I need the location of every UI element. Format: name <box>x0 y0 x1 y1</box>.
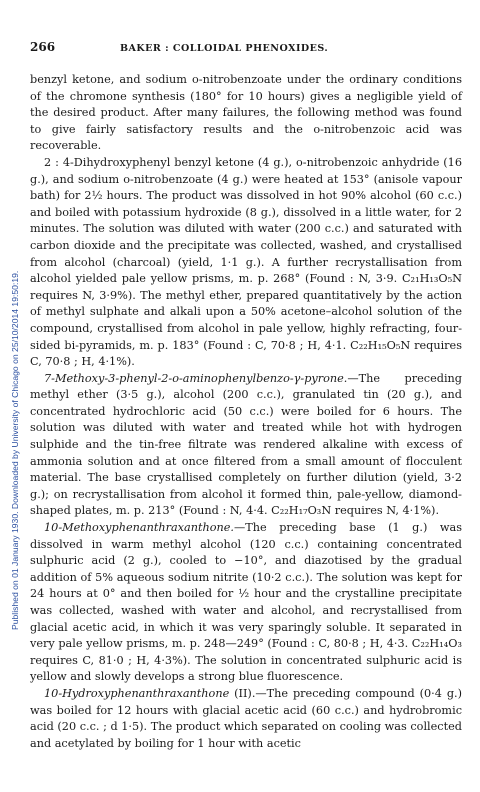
paragraph-1: benzyl ketone, and sodium o-nitrobenzoate under the ordinary conditions of the chromone synthesis (180° for 10 hours) gives a negligible yield of the desired product. After many failures, the following method was found to give fairly satisfactory results and the o-nitrobenzoic acid was recoverable. <box>30 73 462 153</box>
paragraph-3 <box>30 371 462 520</box>
download-stamp <box>2 70 18 670</box>
paragraph-4 <box>30 520 462 686</box>
paragraph-5-text: (II).—The preceding compound (0·4 g.) was boiled for 12 hours with glacial acetic acid (60 c.c.) and hydrobromic acid (20 c.c. ; d 1·5). The product which separated on cooling was collected and acetylated by boiling for 1 hour with acetic <box>30 686 462 750</box>
article-body <box>30 72 462 752</box>
compound-title-3: 10-Hydroxyphenanthraxanthone <box>44 686 230 700</box>
paragraph-5 <box>30 686 462 752</box>
article-page <box>30 40 462 752</box>
page-header <box>30 40 462 58</box>
running-head: BAKER : COLLOIDAL PHENOXIDES. <box>120 43 329 54</box>
compound-title-2: 10-Methoxyphenanthraxanthone. <box>44 521 235 535</box>
paragraph-2: 2 : 4-Dihydroxyphenyl benzyl ketone (4 g.), o-nitrobenzoic anhydride (16 g.), and sodium o-nitrobenzoate (4 g.) were heated at 153° (anisole vapour bath) for 2½ hours. The product was dissolved in hot 90% alcohol (60 c.c.) and boiled with potassium hydroxide (8 g.), dissolved in a little water, for 2 minutes. The solution was diluted with water (200 c.c.) and saturated with carbon dioxide and the precipitate was collected, washed, and crystallised from alcohol (charcoal) (yield, 1·1 g.). A further recrystallisation from alcohol yielded pale yellow prisms, m. p. 268° (Found : N, 3·9. C₂₁H₁₃O₅N requires N, 3·9%). The methyl ether, prepared quantitatively by the action of methyl sulphate and alkali upon a 50% acetone–alcohol solution of the compound, crystallised from alcohol in pale yellow, highly refracting, four-sided bi-pyramids, m. p. 183° (Found : C, 70·8 ; H, 4·1. C₂₂H₁₅O₅N requires C, 70·8 ; H, 4·1%). <box>30 155 462 369</box>
compound-title-1: 7-Methoxy-3-phenyl-2-o-aminophenylbenzo-γ-pyrone. <box>44 371 348 385</box>
download-stamp-text: Published on 01 January 1930. Downloaded by University of Chicago on 25/10/2014 19:50:19. <box>10 270 20 630</box>
page-number: 266 <box>30 40 56 54</box>
paragraph-4-text: —The preceding base (1 g.) was dissolved in warm methyl alcohol (120 c.c.) containing concentrated sulphuric acid (2 g.), cooled to −10°, and diazotised by the gradual addition of 5% aqueous sodium nitrite (10·2 c.c.). The solution was kept for 24 hours at 0° and then boiled for ½ hour and the crystalline precipitate was collected, washed with water and alcohol, and recrystallised from glacial acetic acid, in which it was very sparingly soluble. It separated in very pale yellow prisms, m. p. 248—249° (Found : C, 80·8 ; H, 4·3. C₂₂H₁₄O₃ requires C, 81·0 ; H, 4·3%). The solution in concentrated sulphuric acid is yellow and slowly develops a strong blue fluorescence. <box>30 521 462 684</box>
paragraph-3-text: —The preceding methyl ether (3·5 g.), alcohol (200 c.c.), granulated tin (20 g.), and concentrated hydrochloric acid (50 c.c.) were boiled for 6 hours. The solution was diluted with water and treated while hot with hydrogen sulphide and the tin-free filtrate was rendered alkaline with excess of ammonia solution and at once filtered from a small amount of flocculent material. The base crystallised completely on further dilution (yield, 3·2 g.); on recrystallisation from alcohol it formed thin, pale-yellow, diamond-shaped plates, m. p. 213° (Found : N, 4·4. C₂₂H₁₇O₃N requires N, 4·1%). <box>30 371 462 518</box>
